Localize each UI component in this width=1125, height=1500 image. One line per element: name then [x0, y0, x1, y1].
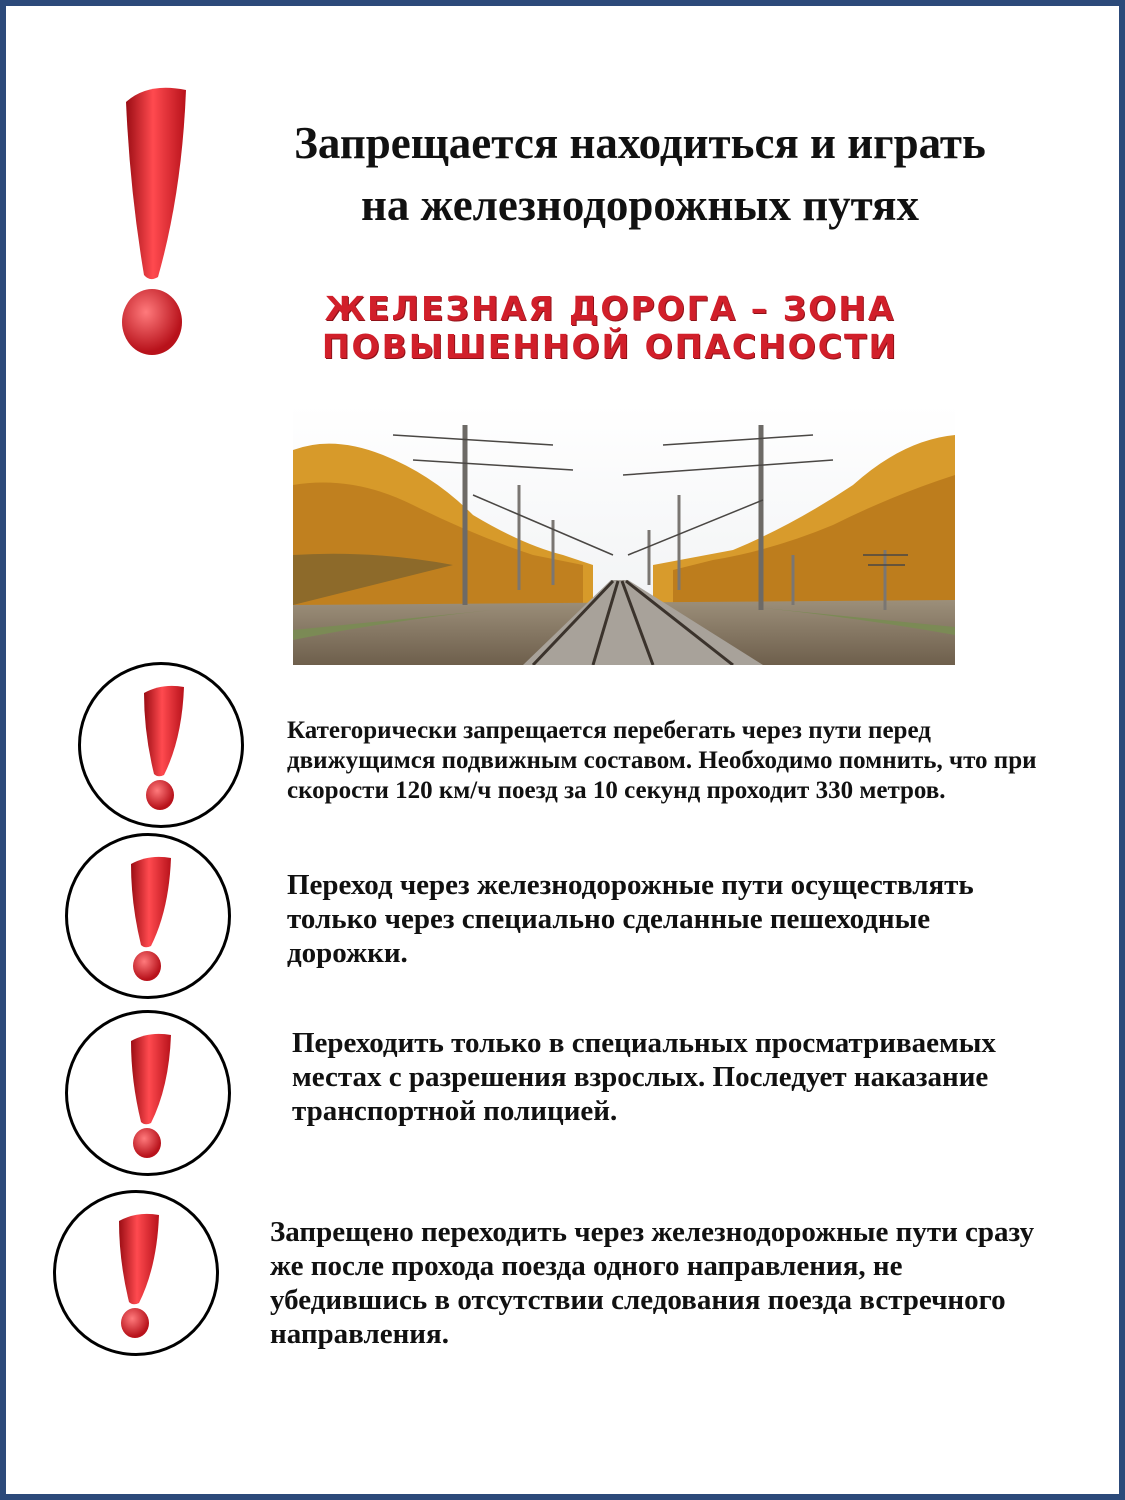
- rule-text-1: Категорически запрещается перебегать через пути перед движущимся подвижным составом. Необходимо помнить, что при скорости 120 км/ч поезд за 10 секунд проходит 330 метров.: [287, 717, 1037, 804]
- exclamation-circle-icon: [65, 833, 231, 999]
- rule-text-2: Переход через железнодорожные пути осуществлять только через специально сделанные пешеходные дорожки.: [287, 869, 974, 969]
- danger-banner: [300, 290, 920, 366]
- banner-line-1: ЖЕЛЕЗНАЯ ДОРОГА – ЗОНА: [324, 289, 896, 328]
- title-line-2: на железнодорожных путях: [360, 180, 920, 230]
- exclamation-icon: [108, 82, 198, 362]
- rule-text-3: Переходить только в специальных просматриваемых местах с разрешения взрослых. Последует наказание транспортной полицией.: [292, 1027, 996, 1127]
- exclamation-circle-icon: [78, 662, 244, 828]
- page-title: [230, 112, 1050, 236]
- rule-text-4: Запрещено переходить через железнодорожные пути сразу же после прохода поезда одного направления, не убедившись в отсутствии следования поезда встречного направления.: [270, 1216, 1035, 1350]
- title-line-1: Запрещается находиться и играть: [294, 118, 986, 168]
- exclamation-circle-icon: [53, 1190, 219, 1356]
- railway-photo: [293, 405, 955, 665]
- banner-line-2: ПОВЫШЕННОЙ ОПАСНОСТИ: [321, 327, 899, 366]
- exclamation-circle-icon: [65, 1010, 231, 1176]
